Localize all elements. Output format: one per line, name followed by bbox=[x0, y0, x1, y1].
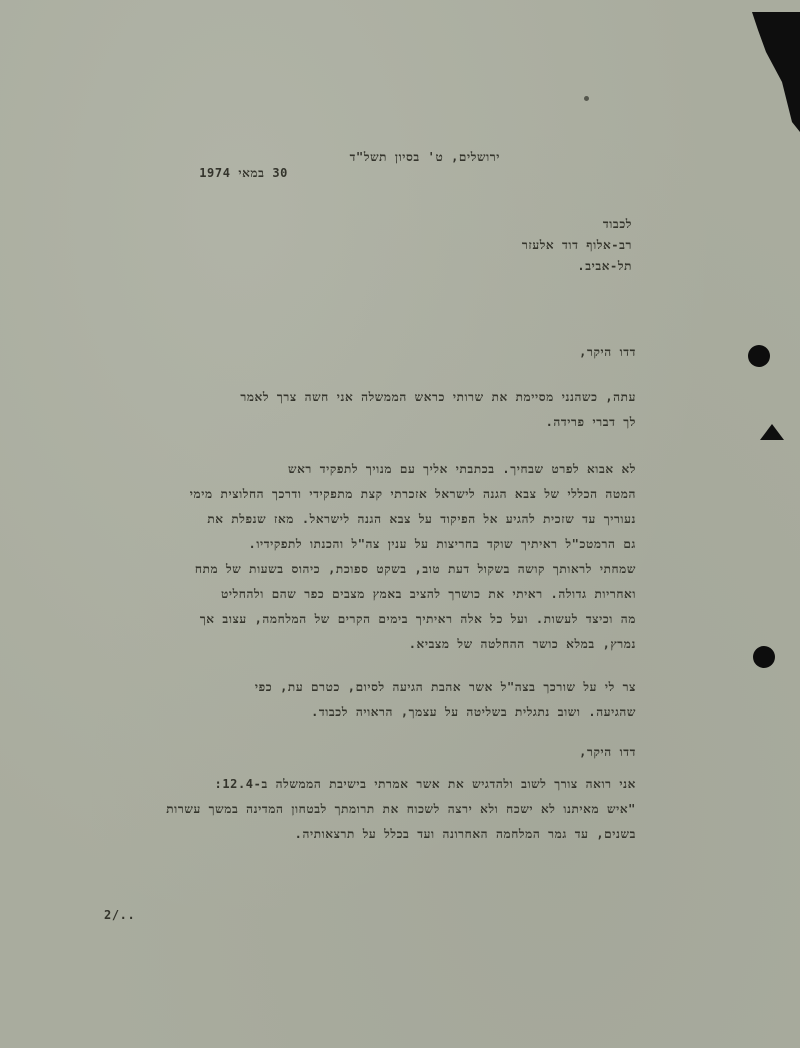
binder-hole bbox=[748, 345, 770, 367]
paragraph-line: נמרץ, במלא כושר ההחלטה של מצביא. bbox=[408, 637, 636, 651]
paper-speck bbox=[584, 96, 589, 101]
binder-mark bbox=[760, 424, 784, 442]
paragraph-line: "איש מאיתנו לא ישכח ולא ירצה לשכוח את תרומתך לבטחון המדינה במשך עשרות bbox=[166, 802, 636, 816]
paragraph-line: עתה, כשהנני מסיימת את שרותי כראש הממשלה אני חשה צרך לאמר bbox=[240, 390, 636, 404]
paragraph-line: גם הרמטכ"ל ראיתיך שוקד בחריצות על ענין צה"ל והכנתו לתפקידיו. bbox=[248, 537, 636, 551]
paragraph-line: שהגיעה. ושוב נתגלית בשליטה על עצמך, הראויה לכבוד. bbox=[311, 705, 636, 719]
paragraph-line: שמחתי לראותך קושה בשקול דעת טוב, בשקט ספוכת, כיהוס בשעות של מתח bbox=[194, 562, 636, 576]
paragraph-line: ואחריות גדולה. ראיתי את כושרך להציב באמץ מצבים כפר שהם ולהחליט bbox=[220, 587, 636, 601]
salutation: דדו היקר, bbox=[579, 345, 636, 359]
recipient-honorific: לכבוד bbox=[602, 217, 632, 231]
page-number: 2/.. bbox=[104, 908, 136, 922]
recipient-name: רב-אלוף דוד אלעזר bbox=[521, 238, 632, 252]
paragraph-line: המטה הכללי של צבא הגנה לישראל אזכרתי קצת מתפקידי ודרכך החלוצית מימי bbox=[189, 487, 636, 501]
recipient-city: תל-אביב. bbox=[577, 259, 632, 273]
binder-hole bbox=[753, 646, 775, 668]
paragraph-line: צר לי על שורכך בצה"ל אשר אהבת הגיעה לסיום, כטרם עת, כפי bbox=[254, 680, 636, 694]
paragraph-line: מה וכיצד לעשות. ועל כל אלה ראיתיך בימים הקרים של המלחמה, עצוב אך bbox=[199, 612, 636, 626]
salutation-second: דדו היקר, bbox=[579, 745, 636, 759]
torn-corner bbox=[752, 12, 800, 132]
paragraph-line: לך דברי פרידה. bbox=[545, 415, 636, 429]
paragraph-line: בשנים, עד גמר המלחמה האחרונה ועד בכלל על תרצאותיה. bbox=[294, 827, 636, 841]
header-date-gregorian: 30 במאי 1974 bbox=[199, 166, 288, 180]
paragraph-line: אני רואה צורך לשוב ולהדגיש את אשר אמרתי בישיבת הממשלה ב-12.4: bbox=[214, 777, 636, 791]
paragraph-line: לא אבוא לפרט שבחיך. בכתבתי אליך עם מנויך לתפקיד ראש bbox=[287, 462, 636, 476]
header-date-hebrew: ירושלים, ט' בסיון תשל"ד bbox=[349, 150, 500, 164]
paragraph-line: נעוריך עד שזכית להגיע אל הפיקוד על צבא הגנה לישראל. מאז שנפלת את bbox=[207, 512, 636, 526]
